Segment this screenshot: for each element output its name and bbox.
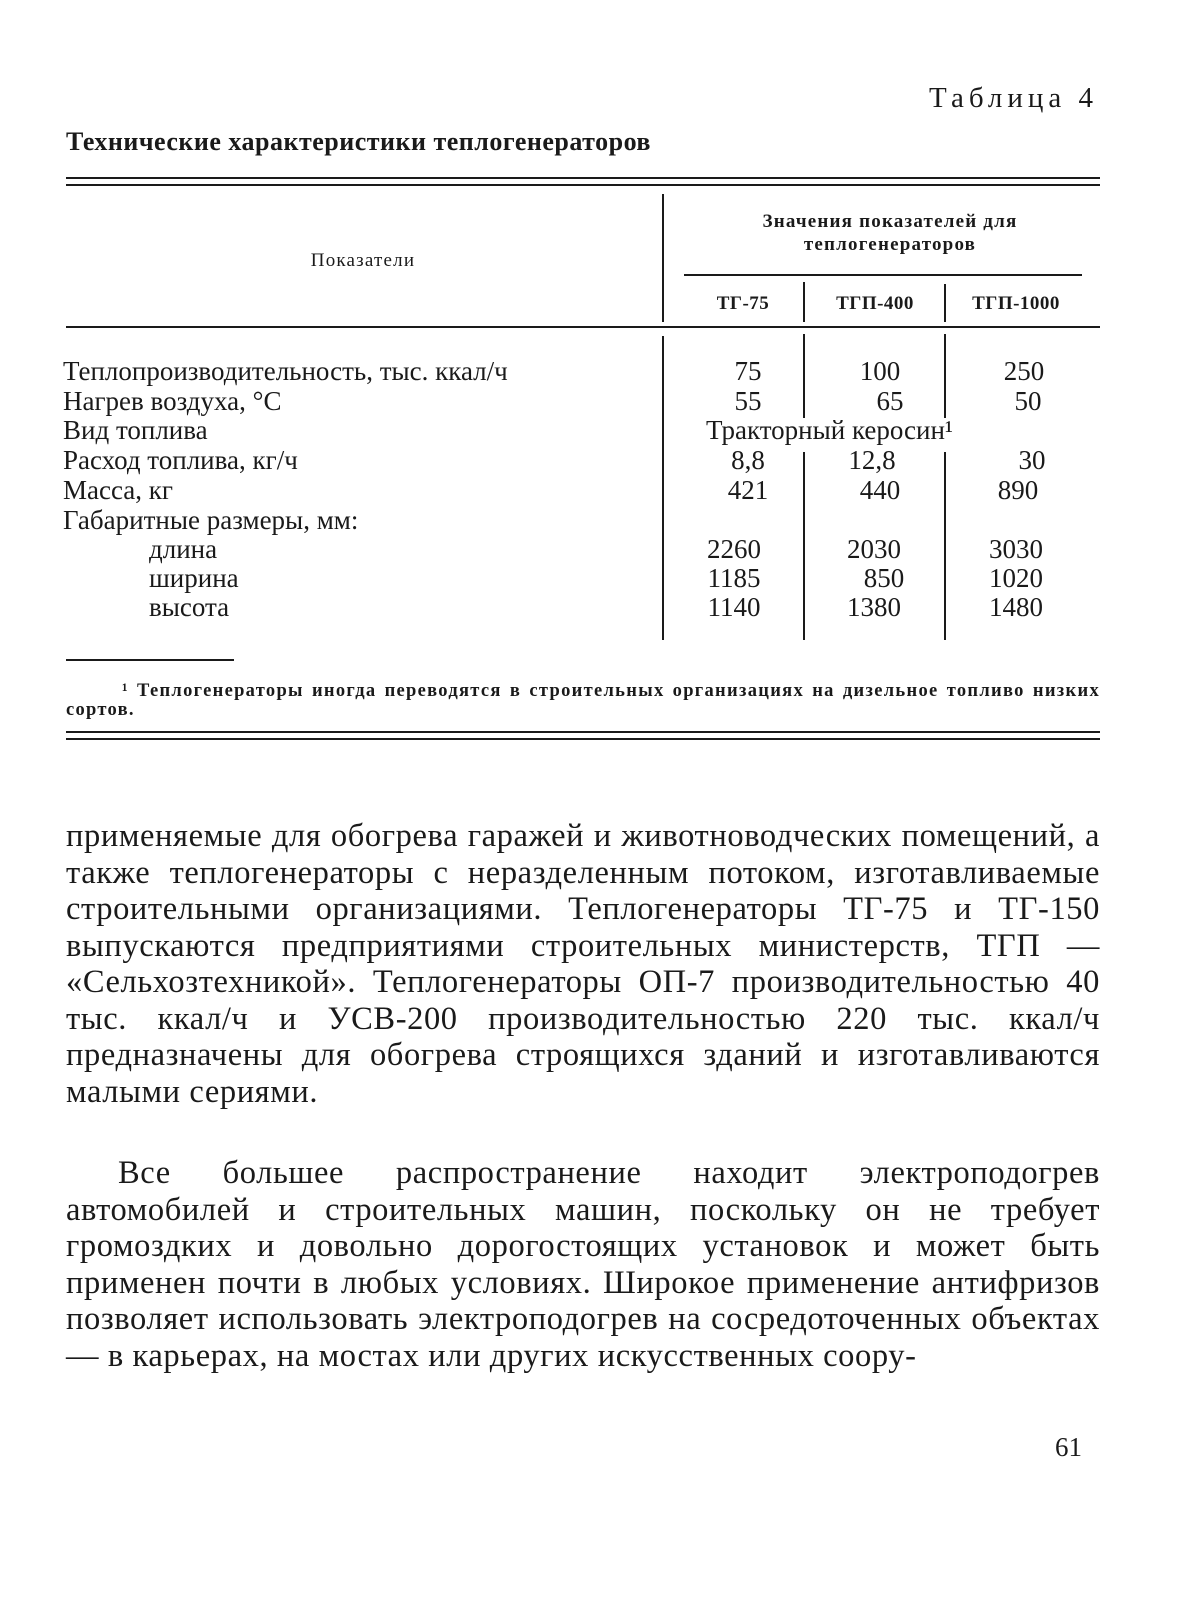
cell-value: 1185 xyxy=(707,563,761,593)
cell-value: 3030 xyxy=(989,534,1043,564)
table-bottom-rule-2 xyxy=(66,738,1100,740)
footnote-separator xyxy=(66,659,234,661)
cell-value: 75 xyxy=(734,356,762,386)
header-indicators: Показатели xyxy=(310,250,416,271)
table-footnote: ¹ Теплогенераторы иногда переводятся в строительных организациях на дизельное топливо низких сортов. xyxy=(66,681,1100,720)
cell-value: 250 xyxy=(1003,356,1045,386)
cell-value: 50 xyxy=(1014,386,1042,416)
cell-value: 421 xyxy=(727,475,769,505)
header-values-line1: Значения показателей для xyxy=(762,211,1018,232)
cell-value: 100 xyxy=(859,356,901,386)
cell-value: 1020 xyxy=(989,563,1043,593)
row-label-fuel-type: Вид топлива xyxy=(63,415,208,445)
row-label-mass: Масса, кг xyxy=(63,475,173,505)
row-label-width: ширина xyxy=(149,563,239,593)
cell-value: 890 xyxy=(997,475,1039,505)
row-label-fuel-consumption: Расход топлива, кг/ч xyxy=(63,445,298,475)
cell-value: 30 xyxy=(1018,445,1046,475)
cell-value: 65 xyxy=(876,386,904,416)
table-top-rule-2 xyxy=(66,184,1100,186)
paragraph-text: Все большее распространение находит электроподогрев автомобилей и строительных машин, поскольку он не требует громоздких и довольно дорогостоящих установок и может быть применен почти в любых условиях. Широкое применение антифризов позволяет использовать электроподогрев на сосредоточенных объектах — в карьерах, на мостах или других искусственных соору- xyxy=(66,1155,1100,1374)
header-subrule xyxy=(684,274,1082,276)
body-divider-main xyxy=(662,336,664,640)
row-label-length: длина xyxy=(149,534,218,564)
header-divider-col2 xyxy=(944,284,946,322)
header-divider-main xyxy=(662,194,664,322)
header-bottom-rule xyxy=(66,326,1100,328)
page-number: 61 xyxy=(1055,1432,1082,1462)
table-label: Таблица 4 xyxy=(928,82,1098,114)
row-label-heat-output: Теплопроизводительность, тыс. ккал/ч xyxy=(63,356,508,386)
header-divider-col1 xyxy=(803,282,805,322)
table-bottom-rule xyxy=(66,731,1100,733)
cell-value: 1480 xyxy=(989,592,1043,622)
cell-value: 55 xyxy=(734,386,762,416)
table-top-rule xyxy=(66,177,1100,179)
header-col-tgp1000: ТГП-1000 xyxy=(972,293,1060,314)
cell-value: 8,8 xyxy=(731,445,765,475)
cell-value: 12,8 xyxy=(848,445,896,475)
row-label-height: высота xyxy=(149,592,230,622)
cell-value: 1380 xyxy=(847,592,901,622)
header-col-tgp400: ТГП-400 xyxy=(836,293,914,314)
cell-fuel-type-merged: Тракторный керосин¹ xyxy=(706,415,954,445)
row-label-dimensions: Габаритные размеры, мм: xyxy=(63,505,359,535)
row-label-air-heating: Нагрев воздуха, °С xyxy=(63,386,282,416)
cell-value: 2260 xyxy=(707,534,761,564)
cell-value: 1140 xyxy=(707,592,761,622)
table-title: Технические характеристики теплогенераторов xyxy=(66,127,651,156)
body-paragraph-2 xyxy=(66,1155,1100,1374)
cell-value: 440 xyxy=(859,475,901,505)
body-paragraph-1 xyxy=(66,818,1100,1110)
cell-value: 850 xyxy=(863,563,905,593)
body-divider-col2-b xyxy=(944,452,946,640)
paragraph-text: применяемые для обогрева гаражей и животноводческих помещений, а также теплогенераторы с неразделенным потоком, изготавливаемые строительными организациями. Теплогенераторы ТГ-75 и ТГ-150 выпускаются предприятиями строительных министерств, ТГП — «Сельхозтехникой». Теплогенераторы ОП-7 производительностью 40 тыс. ккал/ч и УСВ-200 производительностью 220 тыс. ккал/ч предназначены для обогрева строящихся зданий и изготавливаются малыми сериями. xyxy=(66,818,1100,1110)
header-values-line2: теплогенераторов xyxy=(803,234,977,255)
cell-value: 2030 xyxy=(847,534,901,564)
header-col-tg75: ТГ-75 xyxy=(716,293,770,314)
